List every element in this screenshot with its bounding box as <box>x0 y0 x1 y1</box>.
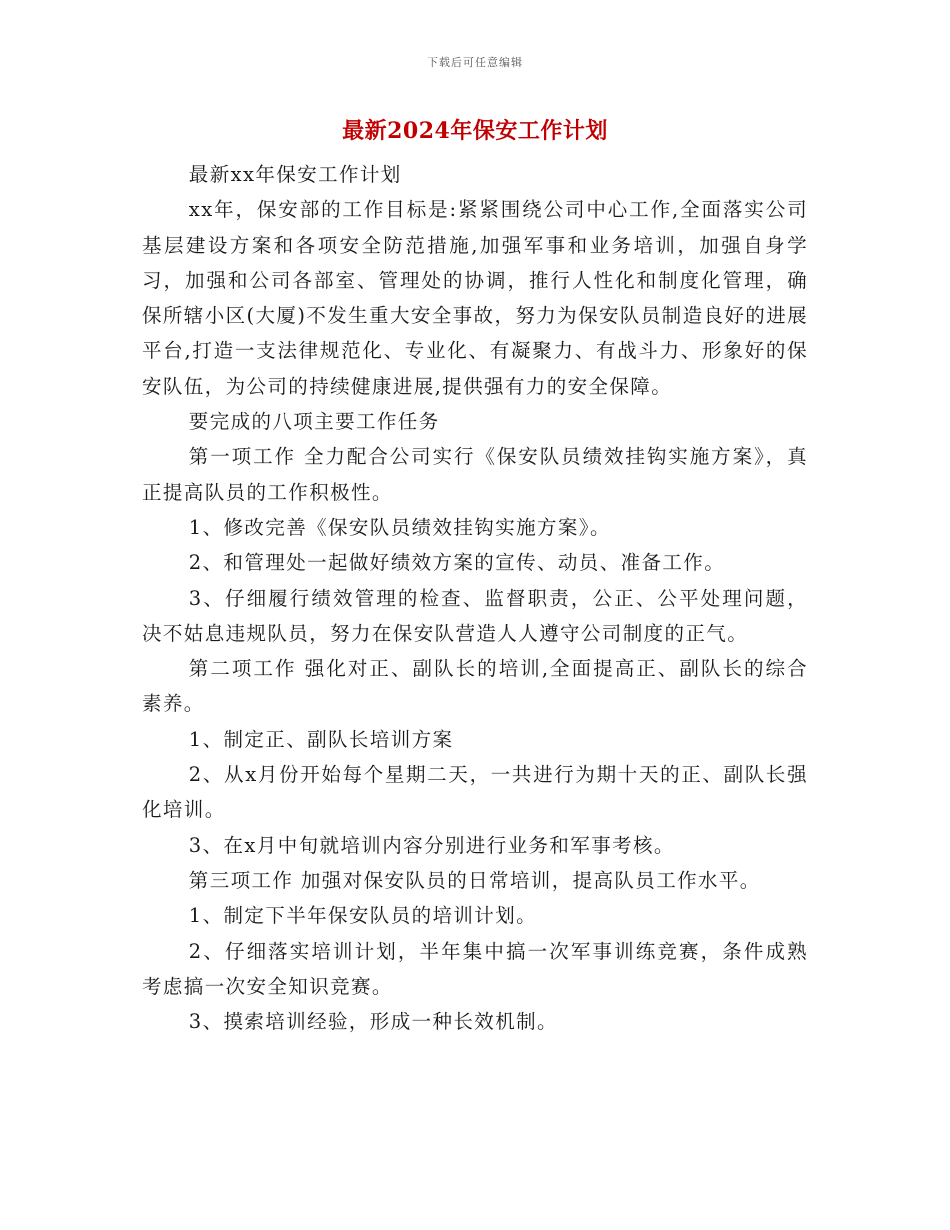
document-body <box>142 157 808 1039</box>
paragraph-task-1-item-3: 3、仔细履行绩效管理的检查、监督职责，公正、公平处理问题，决不姑息违规队员，努力在保安队营造人人遵守公司制度的正气。 <box>142 586 808 645</box>
header-note: 下载后可任意编辑 <box>427 56 523 69</box>
paragraph-tasks-heading: 要完成的八项主要工作任务 <box>188 410 440 434</box>
paragraph-task-1-item-2: 2、和管理处一起做好绩效方案的宣传、动员、准备工作。 <box>188 551 726 575</box>
paragraph-task-3: 第三项工作 加强对保安队员的日常培训，提高队员工作水平。 <box>188 868 761 892</box>
paragraph-task-1-item-1: 1、修改完善《保安队员绩效挂钩实施方案》。 <box>188 515 611 539</box>
paragraph-goal: xx年，保安部的工作目标是:紧紧围绕公司中心工作,全面落实公司基层建设方案和各项安全防范措施,加强军事和业务培训，加强自身学习，加强和公司各部室、管理处的协调，推行人性化和制度化管理，确保所辖小区(大厦)不发生重大安全事故，努力为保安队员制造良好的进展平台,打造一支法律规范化、专业化、有凝聚力、有战斗力、形象好的保安队伍，为公司的持续健康进展,提供强有力的安全保障。 <box>142 198 808 398</box>
paragraph-task-3-item-2: 2、仔细落实培训计划，半年集中搞一次军事训练竞赛，条件成熟考虑搞一次安全知识竞赛。 <box>142 939 808 998</box>
document-title: 最新2024年保安工作计划 <box>342 118 608 144</box>
paragraph-task-2-item-2: 2、从x月份开始每个星期二天，一共进行为期十天的正、副队长强化培训。 <box>142 763 808 822</box>
paragraph-task-1: 第一项工作 全力配合公司实行《保安队员绩效挂钩实施方案》，真正提高队员的工作积极性。 <box>142 445 808 504</box>
paragraph-task-3-item-3: 3、摸索培训经验，形成一种长效机制。 <box>188 1010 558 1034</box>
paragraph-task-2-item-3: 3、在x月中旬就培训内容分别进行业务和军事考核。 <box>188 833 675 857</box>
paragraph-task-2-item-1: 1、制定正、副队长培训方案 <box>188 727 454 751</box>
paragraph-subtitle: 最新xx年保安工作计划 <box>188 163 402 186</box>
paragraph-task-3-item-1: 1、制定下半年保安队员的培训计划。 <box>188 904 538 928</box>
paragraph-task-2: 第二项工作 强化对正、副队长的培训,全面提高正、副队长的综合素养。 <box>142 657 808 716</box>
